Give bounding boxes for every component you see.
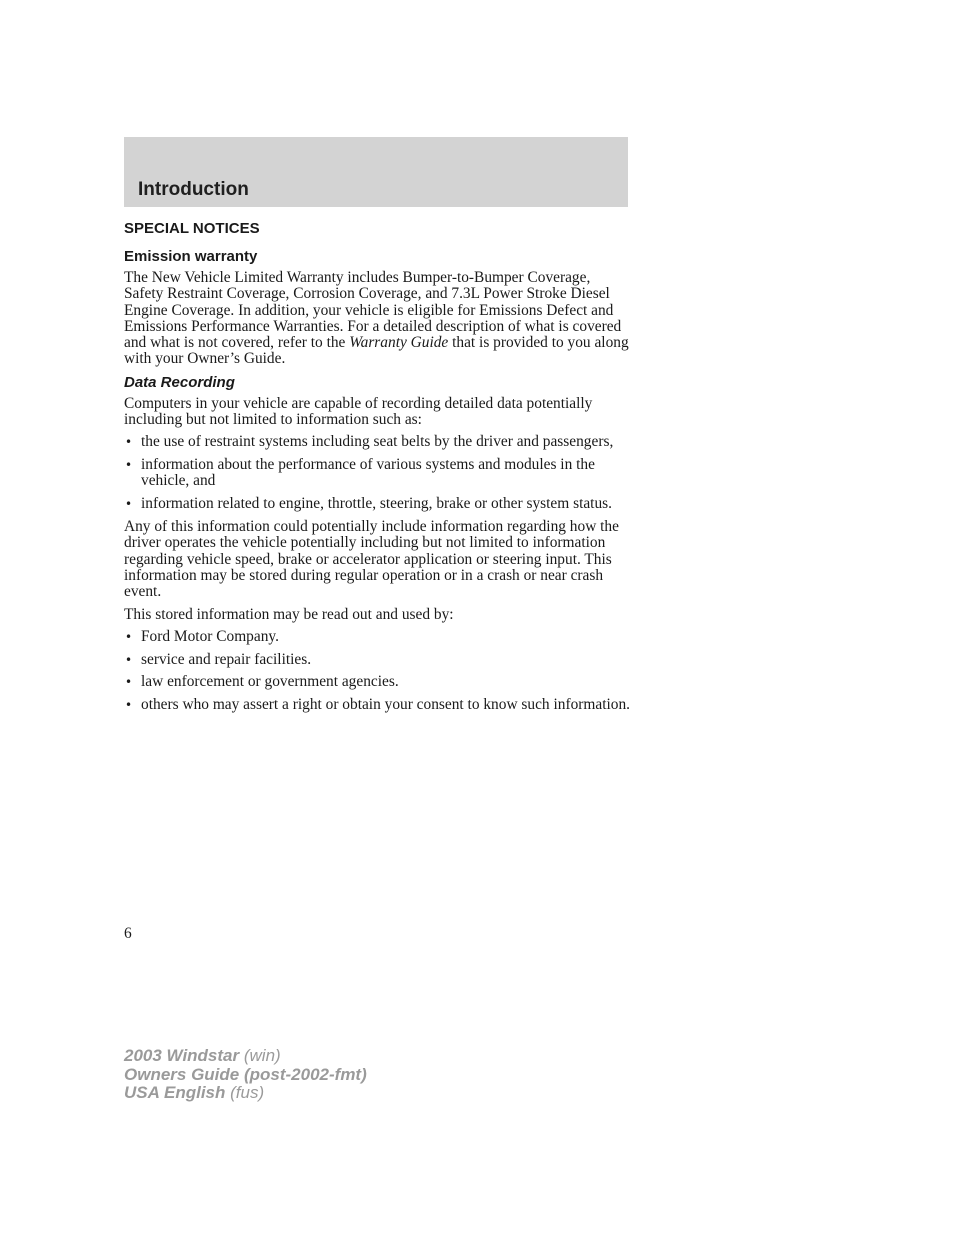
- footer-model-name: 2003 Windstar: [124, 1046, 240, 1065]
- data-users-list: [124, 629, 630, 714]
- list-item-text: Ford Motor Company.: [141, 627, 279, 645]
- footer-line-language: [124, 1084, 367, 1103]
- warranty-guide-reference: Warranty Guide: [349, 334, 449, 352]
- data-recording-paragraph-2: Any of this information could potentially include information regarding how the driver operates the vehicle potentially including but not limited to information regarding vehicle speed, brake or accelerator application or steering input. This information may be stored during regular operation or in a crash or near crash event.: [124, 518, 619, 601]
- list-item-text: others who may assert a right or obtain your consent to know such information.: [141, 696, 630, 714]
- chapter-header-band: [124, 137, 628, 207]
- list-item: [124, 674, 630, 690]
- footer-line-guide: [124, 1066, 367, 1085]
- data-recording-intro: Computers in your vehicle are capable of recording detailed data potentially including but not limited to information such as:: [124, 394, 593, 429]
- document-footer: [124, 1047, 367, 1103]
- footer-language-code: (fus): [225, 1083, 265, 1102]
- list-item: [124, 697, 630, 713]
- bullet-icon: •: [125, 675, 133, 690]
- subheading-data-recording: Data Recording: [124, 373, 235, 391]
- bullet-icon: •: [125, 652, 133, 667]
- section-heading-special-notices: SPECIAL NOTICES: [124, 220, 260, 237]
- subheading-emission-warranty: Emission warranty: [124, 248, 258, 265]
- list-item: [124, 496, 630, 512]
- list-item: [124, 457, 630, 490]
- page-number: 6: [124, 925, 132, 942]
- list-item-text: information related to engine, throttle, steering, brake or other system status.: [141, 495, 612, 513]
- emission-warranty-paragraph: [124, 270, 630, 368]
- bullet-icon: •: [125, 458, 133, 473]
- bullet-icon: •: [125, 497, 133, 512]
- chapter-title: Introduction: [138, 179, 249, 200]
- bullet-icon: •: [125, 698, 133, 713]
- footer-model-code: (win): [239, 1046, 281, 1065]
- list-item-text: law enforcement or government agencies.: [141, 673, 399, 691]
- page-content: [124, 218, 630, 720]
- emission-warranty-text-1: The New Vehicle Limited Warranty includes Bumper-to-Bumper Coverage, Safety Restraint Coverage, Corrosion Coverage, and 7.3L Power Stroke Diesel Engine Coverage. In addition, your vehicle is eligible for Emissions Defect and Emissions Performance Warranties. For a detailed description of what is covered and what is not covered, refer to the: [124, 269, 622, 352]
- list-item: [124, 652, 630, 668]
- list-item: [124, 629, 630, 645]
- bullet-icon: •: [125, 629, 133, 644]
- list-item-text: the use of restraint systems including seat belts by the driver and passengers,: [141, 433, 614, 451]
- footer-language-name: USA English: [124, 1083, 226, 1102]
- bullet-icon: •: [125, 435, 133, 450]
- list-item: [124, 434, 630, 450]
- list-item-text: information about the performance of various systems and modules in the vehicle, and: [141, 456, 595, 490]
- footer-line-model: [124, 1047, 367, 1066]
- list-item-text: service and repair facilities.: [141, 650, 312, 668]
- emission-warranty-text-2: that is provided to you along with your Owner’s Guide.: [124, 334, 629, 368]
- data-recording-list: [124, 434, 630, 512]
- footer-guide-name: Owners Guide (post-2002-fmt): [124, 1064, 367, 1084]
- data-recording-paragraph-3: This stored information may be read out and used by:: [124, 605, 454, 623]
